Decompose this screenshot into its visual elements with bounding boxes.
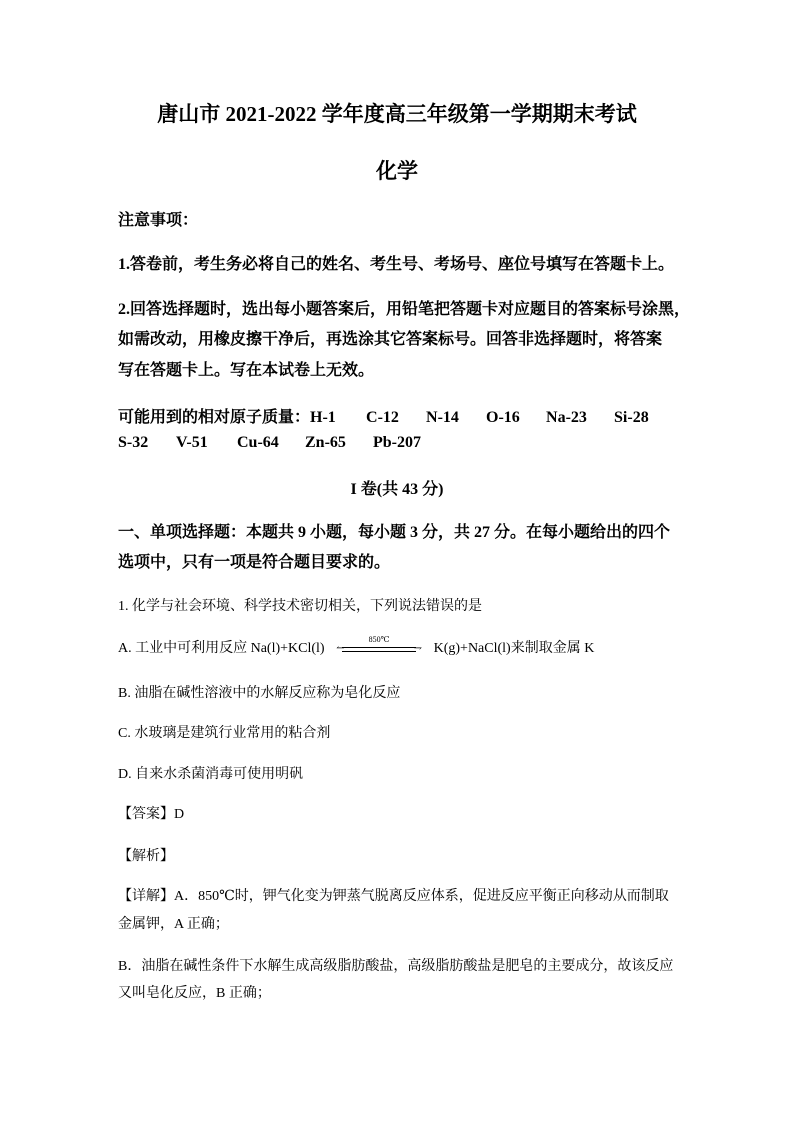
- detail-line-2: 金属钾，A 正确；: [118, 917, 229, 932]
- atomic-mass-item: V-51: [176, 434, 208, 451]
- atomic-mass-item: Pb-207: [373, 434, 421, 451]
- question-1-stem: 1. 化学与社会环境、科学技术密切相关，下列说法错误的是: [118, 599, 482, 614]
- atomic-mass-item: S-32: [118, 434, 149, 451]
- detail-line-1: 【详解】A．850℃时，钾气化变为钾蒸气脱离反应体系，促进反应平衡正向移动从而制取: [118, 889, 669, 904]
- section-instruction-line-2: 选项中，只有一项是符合题目要求的。: [118, 554, 391, 571]
- question-1-option-c: C. 水玻璃是建筑行业常用的粘合剂: [118, 726, 331, 741]
- reaction-condition: 850℃: [368, 634, 390, 644]
- notice-item-2-line-2: 如需改动，用橡皮擦干净后，再选涂其它答案标号。回答非选择题时，将答案: [118, 331, 663, 348]
- atomic-mass-row-2: [118, 434, 421, 452]
- section-instruction-line-1: 一、单项选择题：本题共 9 小题，每小题 3 分，共 27 分。在每小题给出的四个: [118, 524, 671, 541]
- atomic-mass-item: Zn-65: [305, 434, 346, 451]
- atomic-mass-item: Na-23: [546, 409, 587, 426]
- question-1-answer: 【答案】D: [118, 807, 185, 822]
- question-1-option-d: D. 自来水杀菌消毒可使用明矾: [118, 767, 304, 782]
- atomic-mass-item: O-16: [486, 409, 520, 426]
- part-1-heading: I 卷(共 43 分): [350, 481, 444, 498]
- notice-item-2-line-3: 写在答题卡上。写在本试卷上无效。: [118, 362, 375, 379]
- notice-heading: 注意事项：: [118, 212, 199, 229]
- atomic-mass-item: H-1: [310, 409, 336, 426]
- question-1-option-b: B. 油脂在碱性溶液中的水解反应称为皂化反应: [118, 686, 401, 701]
- atomic-mass-label: 可能用到的相对原子质量：: [118, 409, 311, 426]
- detail-line-4: 又叫皂化反应，B 正确；: [118, 986, 271, 1001]
- reversible-arrow-icon: 850℃ ↼ ⇁: [336, 634, 423, 654]
- atomic-mass-row-1: [118, 404, 649, 427]
- atomic-mass-item: Cu-64: [237, 434, 279, 451]
- atomic-mass-item: C-12: [366, 409, 399, 426]
- notice-item-2-line-1: 2.回答选择题时，选出每小题答案后，用铅笔把答题卡对应题目的答案标号涂黑，: [118, 301, 691, 318]
- question-1-option-a: [118, 634, 595, 659]
- option-a-prefix: A. 工业中可利用反应 Na(l)+KCl(l): [118, 641, 325, 656]
- detail-line-3: B．油脂在碱性条件下水解生成高级脂肪酸盐，高级脂肪酸盐是肥皂的主要成分，故该反应: [118, 959, 674, 974]
- question-1-analysis-label: 【解析】: [118, 849, 174, 864]
- exam-title: 唐山市 2021-2022 学年度高三年级第一学期期末考试: [157, 102, 637, 126]
- notice-item-1: 1.答卷前，考生务必将自己的姓名、考生号、考场号、座位号填写在答题卡上。: [118, 256, 675, 273]
- atomic-mass-item: N-14: [426, 409, 459, 426]
- option-a-suffix: K(g)+NaCl(l)来制取金属 K: [433, 641, 595, 656]
- subject-title: 化学: [376, 159, 418, 183]
- atomic-mass-item: Si-28: [614, 409, 649, 426]
